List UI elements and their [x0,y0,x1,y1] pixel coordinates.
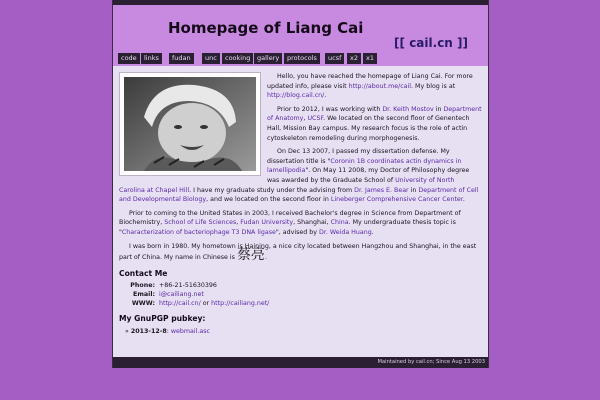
text-span: . [462,196,465,204]
text-span: Hello, you have reached the homepage of Liang Cai. For more updated info, please visit [267,73,473,90]
www-label: WWW: [131,300,155,308]
text-span: . We located on the second floor of Genentech Hall, Mission Bay campus. My research focus is the role of actin cytoskeleton remodeling during morphogenesis. [267,115,470,142]
thesis-link[interactable]: Characterization of bacteriophage T3 DNA ligase [121,228,276,236]
contact-heading: Contact Me [119,268,168,278]
tab-protocols[interactable]: protocols [284,53,320,64]
text-span: ", advised by [275,228,319,236]
text-span: . [324,92,327,100]
about-me-link[interactable]: http://about.me/cail [348,82,412,90]
text-span: , [303,115,308,123]
text-span: in [433,105,444,113]
page-title: Homepage of Liang Cai [168,19,364,37]
footer: Maintained by cail.cn; Since Aug 13 2003 [113,357,488,368]
contact-row-phone [127,281,273,290]
fudan-link[interactable]: Fudan University [240,219,294,227]
tab-code[interactable]: code [118,53,140,64]
tab-unc[interactable]: unc [202,53,220,64]
pubkey-heading: My GnuPGP pubkey: [119,314,206,324]
www-link-2[interactable]: http://cailiang.net/ [211,300,270,308]
text-span: . [371,228,374,236]
text-span: in [408,186,419,194]
life-sciences-link[interactable]: School of Life Sciences [164,219,237,227]
dissertation-link[interactable]: Coronin 1B coordinates actin dynamics in lamellipodia [267,157,462,175]
unc-link[interactable]: University of North Carolina at Chapel Hill [119,176,455,194]
tab-gallery[interactable]: gallery [254,53,282,64]
photo-image [124,77,256,171]
ucsf-link[interactable]: UCSF [307,115,324,123]
text-span: . My undergraduate thesis topic is " [119,219,456,236]
www-link-1[interactable]: http://cail.cn/ [159,300,201,308]
text-span: I was born in 1980. My hometown is Haining, a nice city located between Hangzhou and Shanghai, in the east part of China. My name in Chinese is [119,242,477,262]
huang-link[interactable]: Dr. Weida Huang [318,228,372,236]
domain-link[interactable]: [[ cail.cn ]] [394,36,468,50]
pubkey-date: 2013-12-8 [130,327,167,335]
email-label: Email: [133,291,155,299]
tab-cooking[interactable]: cooking [222,53,253,64]
tab-ucsf[interactable]: ucsf [325,53,344,64]
contact-row-www [127,299,273,308]
text-span: Prior to coming to the United States in 2003, I received Bachelor's degree in Science from Department of Biochemistry, [119,209,461,227]
text-span: or [200,300,212,308]
main-content [113,66,488,360]
pubkey-file-link[interactable]: webmail.asc [170,327,211,335]
tab-fudan[interactable]: fudan [169,53,194,64]
text-span: , Shanghai, [293,219,331,227]
anatomy-link[interactable]: Department of Anatomy [267,105,482,123]
nav-bar [113,51,488,66]
text-span: . My blog is at [411,82,456,90]
cdb-link[interactable]: Department of Cell and Developmental Biology [119,186,479,204]
chinese-name: 蔡亮 [236,247,265,264]
tab-x1[interactable]: x1 [363,53,377,64]
china-link[interactable]: China [330,219,349,227]
lineberger-link[interactable]: Lineberger Comprehensive Cancer Center [330,196,463,204]
baby-portrait-photo [119,72,261,176]
contact-row-email [127,290,273,299]
tab-links[interactable]: links [141,53,162,64]
pubkey-item [125,327,482,337]
blog-link[interactable]: http://blog.cail.cn/ [267,92,325,100]
email-link[interactable]: i@cailiang.net [159,291,204,299]
text-span: , [236,219,241,227]
bullet-icon: » [125,327,129,335]
intro-paragraph-4 [119,209,482,238]
phone-value: +86-21-51630396 [159,282,217,290]
contact-table [127,281,273,308]
intro-paragraph-5 [119,242,482,263]
phone-label: Phone: [130,282,155,290]
text-span: : [166,327,171,335]
text-span: . I have my graduate study under the advising from [189,186,355,194]
text-span: . [264,254,267,262]
bear-link[interactable]: Dr. James E. Bear [354,186,409,194]
text-span: , and we located on the second floor in [206,196,331,204]
text-span: On Dec 13 2007, I passed my dissertation defense. My dissertation title is " [267,148,450,165]
header [113,5,488,51]
text-span: ". On May 11 2008, my Doctor of Philosophy degree was awarded by the Graduate School of [267,167,470,184]
page-container [112,0,489,368]
tab-x2[interactable]: x2 [347,53,361,64]
mostov-link[interactable]: Dr. Keith Mostov [382,105,434,113]
text-span: Prior to 2012, I was working with [277,105,383,113]
